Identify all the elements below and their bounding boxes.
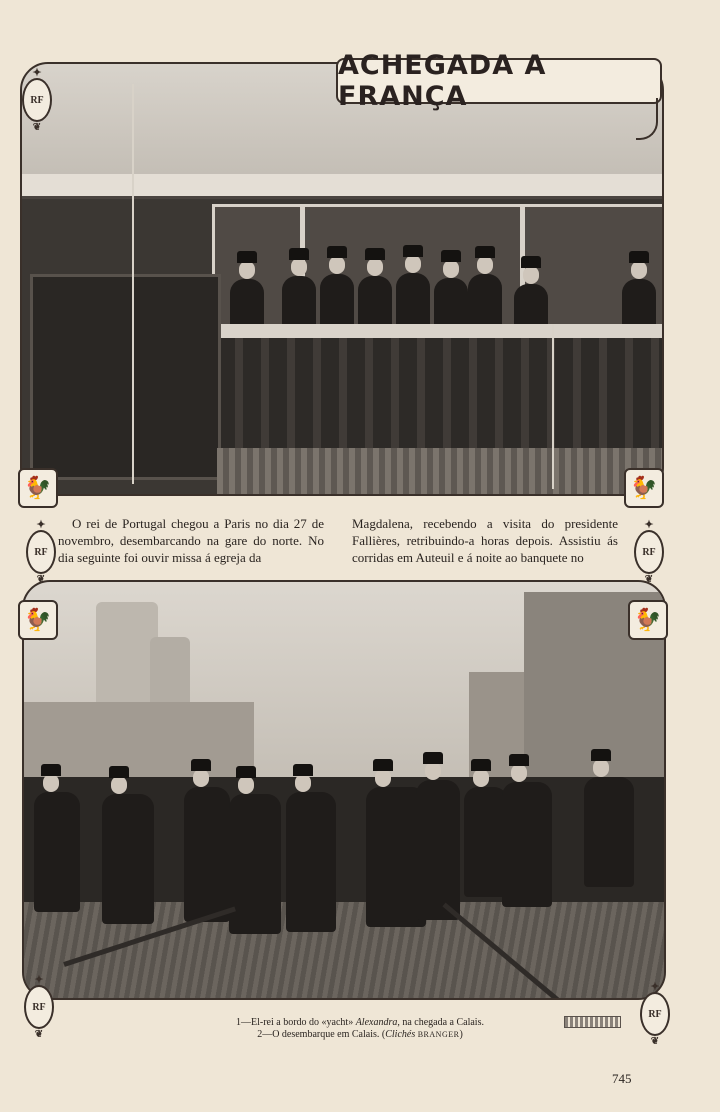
- photo-yacht-alexandra: [20, 62, 664, 496]
- page-title: ACHEGADA A FRANÇA: [336, 58, 662, 104]
- article-text-column-1: O rei de Portugal chegou a Paris no dia 27 de novembro, desembarcando na gare do norte. No dia seguinte foi ouvir missa á egreja da: [58, 516, 324, 565]
- rf-medallion-icon: ✦ RF ❦: [634, 530, 664, 574]
- rf-medallion-icon: ✦ RF ❦: [640, 992, 670, 1036]
- caption-photo-2: 2—O desembarque em Calais. (Clichés BRANGER): [257, 1029, 463, 1040]
- rooster-icon: 🐓: [624, 468, 664, 508]
- photo-disembarkation-calais: [22, 580, 666, 1000]
- rooster-icon: 🐓: [628, 600, 668, 640]
- rf-medallion-icon: ✦ RF ❦: [24, 985, 54, 1029]
- article-text-column-2: Magdalena, recebendo a visita do presidente Fallières, retribuindo-a horas depois. Assistiu ás corridas em Auteuil e á noite ao banquete no: [352, 516, 618, 565]
- rooster-icon: 🐓: [18, 600, 58, 640]
- ink-stamp-mark: [564, 1016, 621, 1028]
- rf-medallion-icon: ✦ RF ❦: [22, 78, 52, 122]
- rf-medallion-icon: ✦ RF ❦: [26, 530, 56, 574]
- caption-photo-1: 1—El-rei a bordo do «yacht» Alexandra, na chegada a Calais.: [236, 1017, 484, 1028]
- rooster-icon: 🐓: [18, 468, 58, 508]
- page-number: 745: [612, 1071, 632, 1086]
